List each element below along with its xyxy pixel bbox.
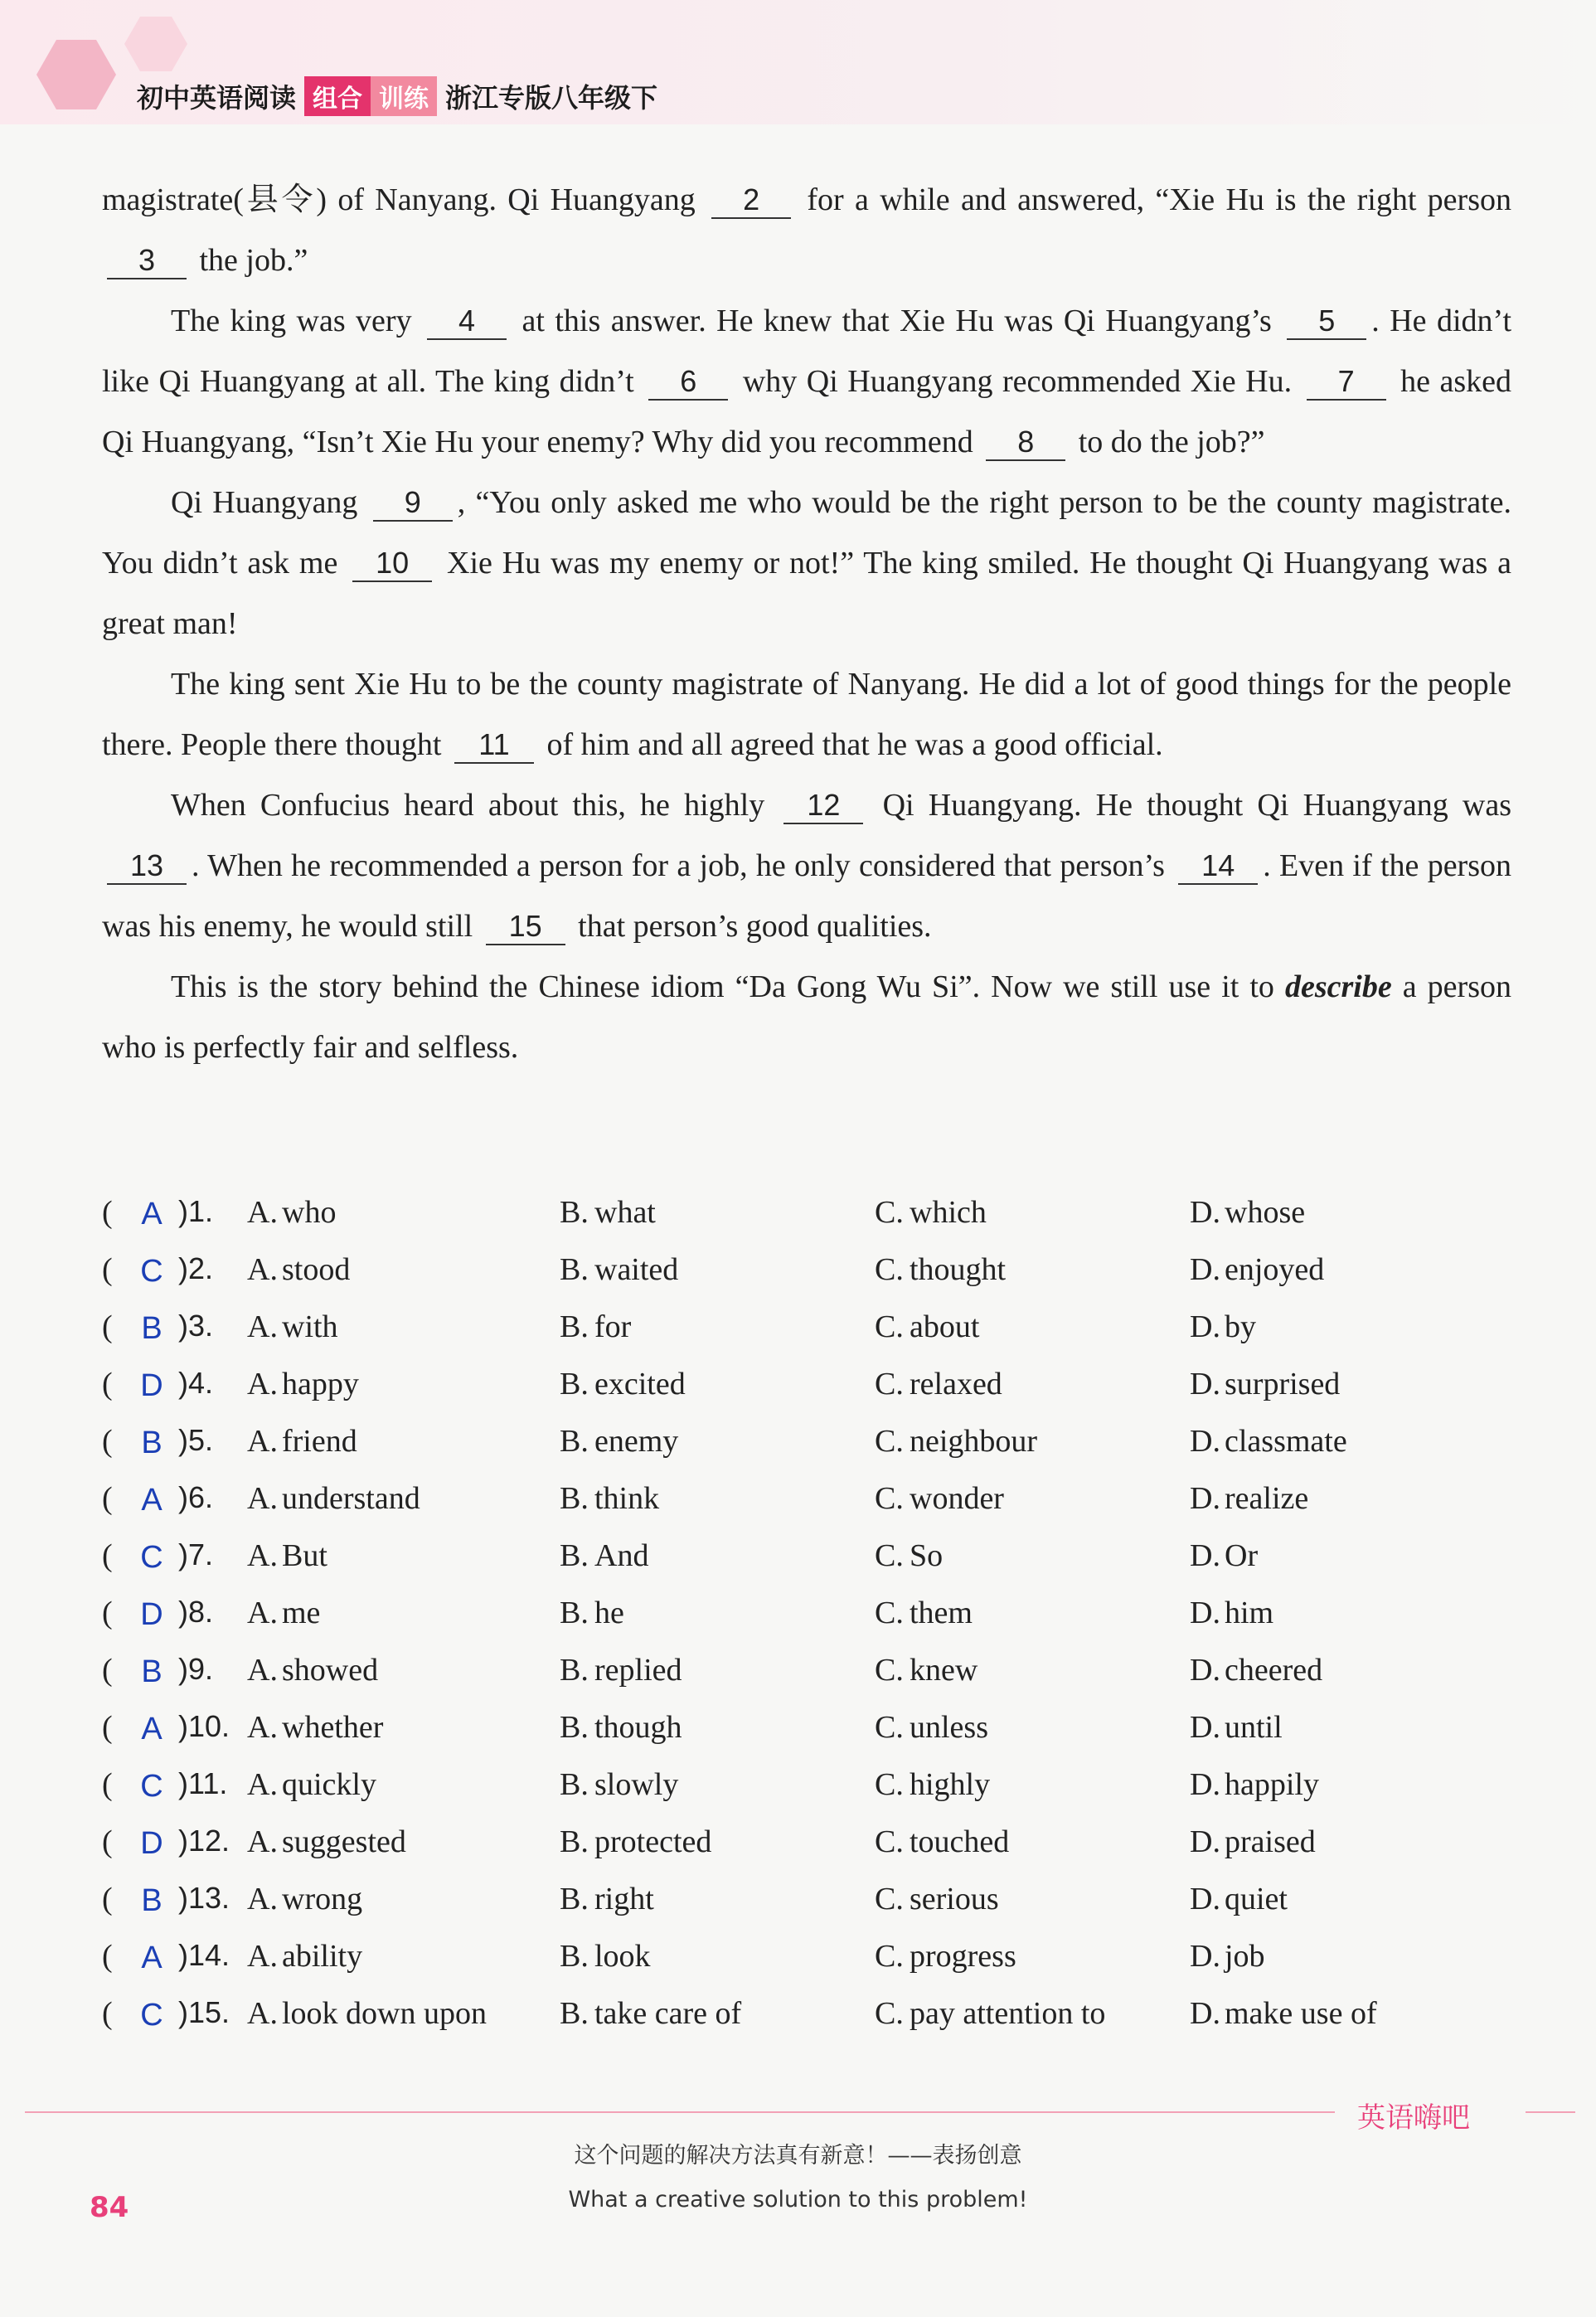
option-b [560,1824,711,1860]
paragraph-3: Qi Huangyang 9 , “You only asked me who would be the right person to be the county magistrate. You didn’t ask me 10 Xie Hu was my enemy or not!” The king smiled. He thought Qi Huangyang was a great man! [102,485,1511,641]
option-a [247,1251,350,1288]
option-text: suggested [282,1824,406,1859]
option-a [247,1652,378,1688]
option-text: So [910,1538,944,1573]
question-row [102,1766,1511,1824]
option-letter: A. [247,1596,278,1630]
option-letter: A. [247,1996,278,2031]
blank-13: 13 [107,848,187,885]
question-row [102,1709,1511,1766]
option-b [560,1938,651,1975]
option-d [1190,1995,1377,2032]
blank-15: 15 [486,909,565,945]
footer-divider-right [1526,2111,1575,2113]
option-a [247,1423,357,1460]
question-row [102,1423,1511,1480]
option-text: happy [282,1367,359,1401]
option-letter: A. [247,1309,278,1344]
open-paren: ( [102,1367,113,1401]
option-letter: A. [247,1252,278,1287]
open-paren: ( [102,1939,113,1974]
option-text: praised [1225,1824,1316,1859]
option-a [247,1766,376,1803]
option-letter: D. [1190,1939,1220,1974]
option-b [560,1251,678,1288]
option-c [875,1480,1004,1517]
option-letter: B. [560,1538,589,1573]
footer-chinese-quote: 这个问题的解决方法真有新意！——表扬创意 [574,2143,1022,2169]
option-b [560,1423,678,1460]
option-text: neighbour [910,1424,1038,1459]
question-number: )8. [178,1595,214,1629]
option-text: thought [910,1252,1007,1287]
option-d [1190,1938,1265,1975]
option-a [247,1824,406,1860]
option-a [247,1194,336,1231]
option-b [560,1480,659,1517]
option-letter: D. [1190,1596,1220,1630]
blank-11: 11 [454,727,534,764]
option-c [875,1995,1105,2032]
option-text: highly [910,1767,991,1802]
option-a [247,1537,327,1574]
question-number: )1. [178,1194,214,1228]
open-paren: ( [102,1424,113,1459]
question-row [102,1881,1511,1938]
blank-8: 8 [986,425,1065,461]
option-d [1190,1824,1316,1860]
question-number: )5. [178,1423,214,1457]
option-text: who [282,1195,337,1230]
question-number: )4. [178,1366,214,1400]
option-letter: D. [1190,1481,1220,1516]
footer-english-quote: What a creative solution to this problem! [568,2187,1028,2213]
option-text: until [1225,1710,1283,1745]
answer-mark: D [140,1368,163,1403]
option-d [1190,1595,1273,1631]
option-letter: D. [1190,1367,1220,1401]
option-b [560,1881,654,1917]
open-paren: ( [102,1252,113,1287]
option-letter: B. [560,1309,589,1344]
tag-training: 训练 [371,76,437,116]
option-letter: D. [1190,1882,1220,1916]
question-row [102,1366,1511,1423]
option-letter: B. [560,1939,589,1974]
option-a [247,1480,420,1517]
option-text: what [594,1195,656,1230]
page-number: 84 [90,2191,129,2224]
question-row [102,1824,1511,1881]
option-a [247,1938,362,1975]
option-letter: C. [875,1653,904,1688]
option-d [1190,1881,1288,1917]
option-c [875,1766,990,1803]
option-d [1190,1251,1324,1288]
option-b [560,1309,631,1345]
option-letter: A. [247,1710,278,1745]
option-text: And [594,1538,649,1573]
option-c [875,1423,1037,1460]
book-title: 初中英语阅读 [137,82,297,114]
question-row [102,1938,1511,1995]
paragraph-1: magistrate(县令) of Nanyang. Qi Huangyang 2 for a while and answered, “Xie Hu is the right person 3 the job.” [102,182,1511,278]
option-text: wonder [910,1481,1004,1516]
option-text: protected [594,1824,712,1859]
answer-mark: C [140,1254,163,1289]
question-number: )10. [178,1709,230,1743]
option-letter: D. [1190,1195,1220,1230]
option-letter: D. [1190,1252,1220,1287]
option-c [875,1251,1006,1288]
option-text: unless [910,1710,988,1745]
blank-14: 14 [1178,848,1258,885]
option-text: stood [282,1252,351,1287]
option-letter: A. [247,1653,278,1688]
option-letter: C. [875,1481,904,1516]
option-d [1190,1766,1319,1803]
option-text: realize [1225,1481,1309,1516]
option-text: take care of [594,1996,742,2031]
option-letter: A. [247,1767,278,1802]
option-text: cheered [1225,1653,1323,1688]
answer-mark: C [140,1540,163,1575]
option-letter: C. [875,1596,904,1630]
option-letter: C. [875,1367,904,1401]
option-b [560,1194,656,1231]
option-text: think [594,1481,660,1516]
answer-mark: B [141,1654,163,1689]
option-text: touched [910,1824,1010,1859]
blank-12: 12 [783,788,863,824]
passage [102,170,1511,1078]
question-number: )13. [178,1881,230,1915]
paragraph-6: This is the story behind the Chinese idiom “Da Gong Wu Si”. Now we still use it to describe a person who is perfectly fair and selfless. [102,969,1511,1065]
option-letter: C. [875,1996,904,2031]
option-letter: D. [1190,1309,1220,1344]
option-text: make use of [1225,1996,1377,2031]
question-number: )12. [178,1824,230,1858]
option-c [875,1709,988,1746]
question-number: )6. [178,1480,214,1514]
option-letter: D. [1190,1424,1220,1459]
option-c [875,1194,987,1231]
option-d [1190,1480,1308,1517]
option-text: about [910,1309,980,1344]
edition-label: 浙江专版八年级下 [445,82,658,114]
answer-mark: C [140,1769,163,1804]
option-letter: D. [1190,1767,1220,1802]
option-letter: B. [560,1195,589,1230]
option-text: happily [1225,1767,1319,1802]
option-d [1190,1423,1347,1460]
option-c [875,1652,977,1688]
option-letter: A. [247,1939,278,1974]
option-letter: D. [1190,1710,1220,1745]
option-letter: A. [247,1424,278,1459]
option-letter: C. [875,1424,904,1459]
option-text: for [594,1309,632,1344]
question-number: )2. [178,1251,214,1285]
question-number: )9. [178,1652,214,1686]
option-text: But [282,1538,327,1573]
option-text: by [1225,1309,1256,1344]
blank-9: 9 [373,485,453,522]
option-letter: B. [560,1367,589,1401]
option-letter: C. [875,1252,904,1287]
option-b [560,1537,648,1574]
option-letter: A. [247,1367,278,1401]
option-b [560,1766,678,1803]
paragraph-2: The king was very 4 at this answer. He knew that Xie Hu was Qi Huangyang’s 5 . He didn’t like Qi Huangyang at all. The king didn’t 6 why Qi Huangyang recommended Xie Hu. 7 he asked Qi Huangyang, “Isn’t Xie Hu your enemy? Why did you recommend 8 to do the job?” [102,304,1512,459]
option-letter: D. [1190,1824,1220,1859]
option-letter: D. [1190,1653,1220,1688]
option-b [560,1652,682,1688]
answer-mark: B [141,1426,163,1460]
question-row [102,1480,1511,1537]
option-c [875,1938,1016,1975]
option-text: look down upon [282,1996,487,2031]
option-d [1190,1194,1305,1231]
option-b [560,1995,741,2032]
option-text: Or [1225,1538,1259,1573]
open-paren: ( [102,1481,113,1516]
option-text: replied [594,1653,682,1688]
option-text: whose [1225,1195,1306,1230]
option-text: slowly [594,1767,679,1802]
option-text: enjoyed [1225,1252,1325,1287]
paragraph-5: When Confucius heard about this, he highly 12 Qi Huangyang. He thought Qi Huangyang was 13 . When he recommended a person for a job, he only considered that person’s 14 . Even if the person was his enemy, he would still 15 that person’s good qualities. [102,788,1512,944]
option-c [875,1309,979,1345]
option-text: understand [282,1481,420,1516]
question-number: )15. [178,1995,230,2029]
option-text: progress [910,1939,1016,1974]
option-text: job [1225,1939,1265,1974]
open-paren: ( [102,1309,113,1344]
option-a [247,1881,362,1917]
answer-mark: B [141,1311,163,1346]
open-paren: ( [102,1767,113,1802]
answer-mark: A [141,1483,163,1518]
question-number: )14. [178,1938,230,1972]
option-letter: C. [875,1538,904,1573]
tag-combo: 组合 [304,76,371,116]
question-row [102,1309,1511,1366]
blank-10: 10 [352,546,432,582]
option-d [1190,1652,1322,1688]
option-text: enemy [594,1424,679,1459]
option-text: quickly [282,1767,376,1802]
option-text: relaxed [910,1367,1002,1401]
answer-mark: A [141,1712,163,1746]
open-paren: ( [102,1538,113,1573]
header-title [137,75,657,118]
blank-6: 6 [648,364,728,401]
option-text: serious [910,1882,999,1916]
answer-mark: B [141,1883,163,1918]
answer-mark: D [140,1826,163,1861]
question-row [102,1995,1511,2052]
option-text: whether [282,1710,384,1745]
option-letter: C. [875,1195,904,1230]
option-letter: B. [560,1424,589,1459]
option-d [1190,1709,1283,1746]
emphasized-word: describe [1284,969,1392,1004]
option-letter: A. [247,1538,278,1573]
open-paren: ( [102,1824,113,1859]
open-paren: ( [102,1596,113,1630]
question-row [102,1652,1511,1709]
blank-3: 3 [107,243,187,279]
option-b [560,1595,624,1631]
option-letter: D. [1190,1538,1220,1573]
option-letter: A. [247,1481,278,1516]
option-text: he [594,1596,624,1630]
option-text: though [594,1710,682,1745]
question-row [102,1595,1511,1652]
option-a [247,1595,320,1631]
option-c [875,1824,1009,1860]
option-text: right [594,1882,654,1916]
open-paren: ( [102,1996,113,2031]
option-letter: C. [875,1824,904,1859]
option-d [1190,1537,1258,1574]
footer-divider [25,2111,1335,2113]
option-letter: B. [560,1996,589,2031]
option-b [560,1366,686,1402]
answer-mark: A [141,1941,163,1975]
option-letter: A. [247,1195,278,1230]
option-a [247,1709,383,1746]
option-c [875,1366,1002,1402]
open-paren: ( [102,1195,113,1230]
option-text: wrong [282,1882,363,1916]
blank-5: 5 [1287,304,1366,340]
option-letter: A. [247,1882,278,1916]
question-number: )11. [178,1766,228,1800]
option-a [247,1309,338,1345]
option-letter: C. [875,1767,904,1802]
option-text: classmate [1225,1424,1347,1459]
option-letter: B. [560,1481,589,1516]
option-text: friend [282,1424,357,1459]
option-letter: B. [560,1653,589,1688]
option-c [875,1595,973,1631]
option-letter: B. [560,1767,589,1802]
option-text: look [594,1939,651,1974]
option-text: him [1225,1596,1274,1630]
option-d [1190,1309,1256,1345]
option-text: surprised [1225,1367,1341,1401]
option-text: pay attention to [910,1996,1106,2031]
option-text: excited [594,1367,686,1401]
open-paren: ( [102,1710,113,1745]
option-letter: A. [247,1824,278,1859]
option-letter: C. [875,1939,904,1974]
option-b [560,1709,682,1746]
question-number: )3. [178,1309,214,1343]
option-text: showed [282,1653,379,1688]
option-letter: B. [560,1710,589,1745]
option-a [247,1366,359,1402]
footer-brand: 英语嗨吧 [1357,2101,1470,2135]
option-c [875,1537,943,1574]
option-text: ability [282,1939,363,1974]
option-text: me [282,1596,321,1630]
answer-mark: A [141,1197,163,1231]
answer-mark: C [140,1998,163,2033]
option-d [1190,1366,1340,1402]
option-letter: D. [1190,1996,1220,2031]
paragraph-4: The king sent Xie Hu to be the county magistrate of Nanyang. He did a lot of good things for the people there. People there thought 11 of him and all agreed that he was a good official. [102,667,1511,762]
question-list [102,1194,1511,2052]
option-letter: C. [875,1309,904,1344]
option-letter: B. [560,1882,589,1916]
option-letter: C. [875,1710,904,1745]
option-text: waited [594,1252,679,1287]
blank-4: 4 [427,304,507,340]
option-text: quiet [1225,1882,1288,1916]
answer-mark: D [140,1597,163,1632]
option-text: with [282,1309,338,1344]
open-paren: ( [102,1653,113,1688]
option-text: which [910,1195,987,1230]
option-text: them [910,1596,973,1630]
option-letter: B. [560,1596,589,1630]
option-letter: C. [875,1882,904,1916]
option-letter: B. [560,1824,589,1859]
open-paren: ( [102,1882,113,1916]
question-row [102,1537,1511,1595]
option-text: knew [910,1653,978,1688]
blank-7: 7 [1307,364,1386,401]
option-a [247,1995,487,2032]
blank-2: 2 [711,182,791,219]
option-c [875,1881,999,1917]
question-row [102,1251,1511,1309]
question-row [102,1194,1511,1251]
option-letter: B. [560,1252,589,1287]
question-number: )7. [178,1537,214,1571]
